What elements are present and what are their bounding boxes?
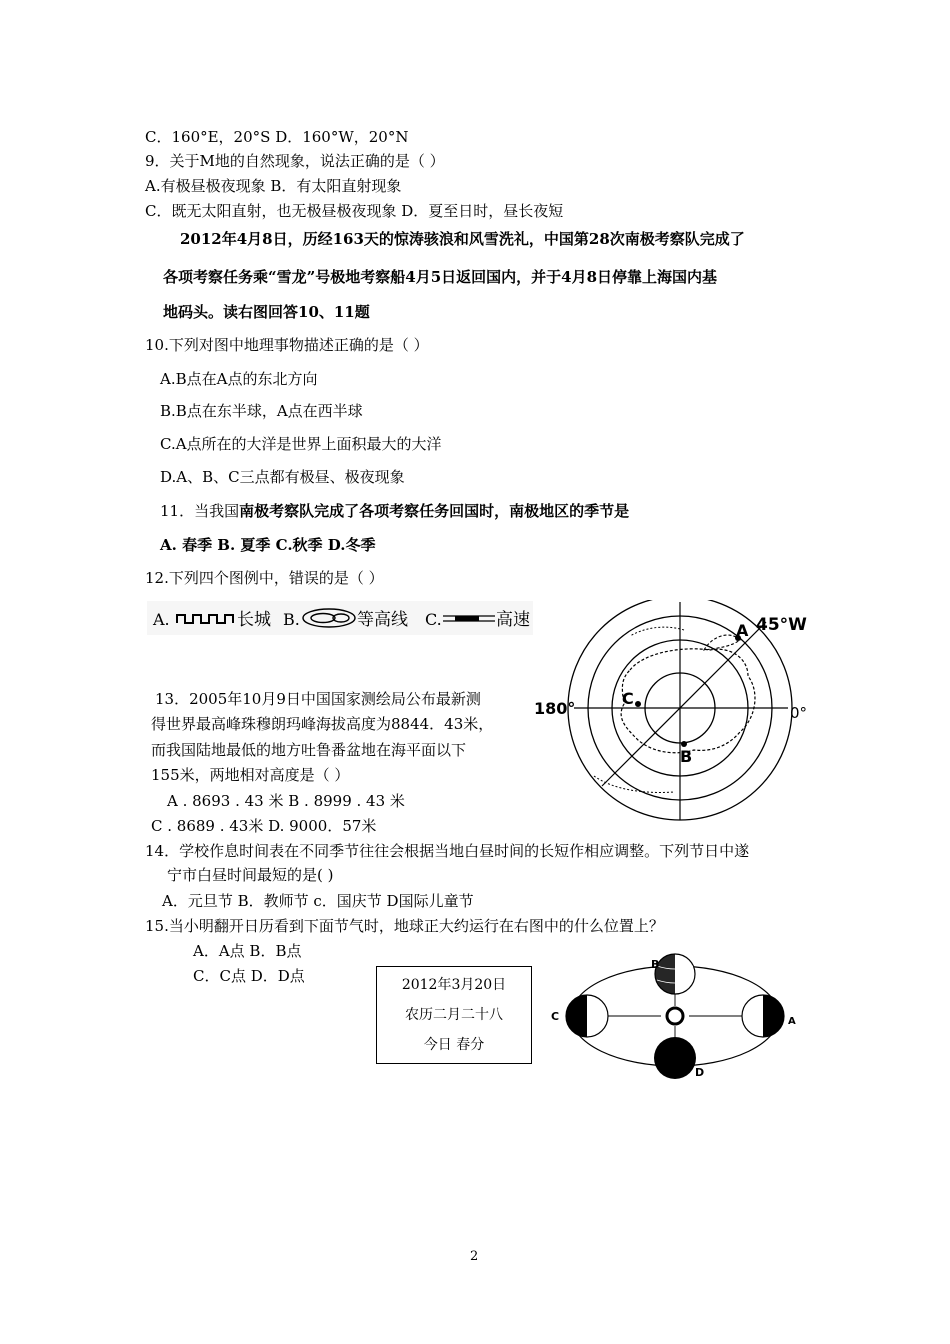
legend-a-label: 长城: [237, 610, 271, 630]
q9-options-cd: C．既无太阳直射，也无极昼极夜现象 D．夏至日时，昼长夜短: [145, 202, 564, 220]
q11-number: 11．当我国: [160, 502, 240, 520]
earth-orbit-diagram: [547, 950, 813, 1082]
q12-stem: 12.下列四个图例中，错误的是（ ）: [145, 569, 384, 587]
orbit-graphics: [547, 950, 813, 1082]
q14-options: A．元旦节 B．教师节 c．国庆节 D国际儿童节: [162, 892, 474, 910]
q15-options-ab: A．A点 B．B点: [193, 942, 302, 960]
polar-map-graphics: [534, 600, 814, 824]
calendar-solar-term: 今日 春分: [423, 1037, 485, 1053]
q10-option-c: C.A点所在的大洋是世界上面积最大的大洋: [160, 435, 442, 453]
earth-d: [654, 1037, 696, 1079]
legend-b-label: 等高线: [357, 610, 408, 630]
legend-b-letter: B.: [283, 610, 300, 629]
earth-a-night: [763, 995, 784, 1037]
point-b-label: B: [680, 747, 693, 766]
passage-line-3: 地码头。读右图回答10、11题: [163, 303, 370, 321]
q13-line-4: 155米，两地相对高度是（ ）: [151, 766, 350, 784]
legend-c-letter: C.: [425, 610, 442, 629]
contour-inner-left: [311, 614, 335, 623]
orbit-label-d: D: [695, 1066, 705, 1079]
q14-line-2: 宁市白昼时间最短的是( ): [167, 866, 334, 884]
passage-line-2: 各项考察任务乘“雪龙”号极地考察船4月5日返回国内，并于4月8日停靠上海国内基: [163, 268, 718, 286]
lon-45w-label: 45°W: [756, 615, 807, 635]
q15-stem: 15.当小明翻开日历看到下面节气时，地球正大约运行在右图中的什么位置上？: [145, 917, 664, 935]
legend-a-letter: A.: [153, 610, 170, 629]
q10-stem: 10.下列对图中地理事物描述正确的是（ ）: [145, 336, 429, 354]
q13-line-3: 而我国陆地最低的地方吐鲁番盆地在海平面以下: [151, 741, 467, 759]
lon-0-label: 0°: [790, 704, 808, 722]
point-a-label: A: [736, 621, 749, 640]
lon-180-label: 180°: [534, 699, 576, 718]
q11-stem: [160, 501, 629, 521]
q13-options-ab: A . 8693 . 43 米 B . 8999 . 43 米: [167, 792, 405, 810]
page-number: 2: [470, 1249, 479, 1264]
sun: [667, 1008, 683, 1024]
orbit-label-a: A: [788, 1016, 796, 1027]
calendar-date: 2012年3月20日: [401, 977, 507, 993]
q10-option-d: D.A、B、C三点都有极昼、极夜现象: [160, 468, 405, 486]
calendar-lunar-date: 农历二月二十八: [405, 1007, 503, 1023]
legend-c-label: 高速: [496, 610, 530, 630]
calendar-box: [376, 966, 532, 1064]
q11-text: 南极考察队完成了各项考察任务回国时，南极地区的季节是: [239, 502, 630, 520]
earth-c-night: [566, 995, 587, 1037]
great-wall-symbol: [177, 615, 233, 623]
q10-option-b: B.B点在东半球，A点在西半球: [160, 402, 363, 420]
q14-line-1: 14．学校作息时间表在不同季节往往会根据当地白昼时间的长短作相应调整。下列节日中遂: [145, 842, 750, 860]
q9-stem: 9．关于M地的自然现象，说法正确的是（ ）: [145, 152, 445, 170]
q13-line-1: 13．2005年10月9日中国国家测绘局公布最新测: [155, 690, 481, 708]
point-c-marker: [635, 701, 641, 707]
q11-options: A. 春季 B. 夏季 C.秋季 D.冬季: [160, 536, 376, 554]
orbit-label-c: C: [551, 1010, 560, 1023]
q15-options-cd: C．C点 D．D点: [193, 967, 305, 985]
antarctic-peninsula: [704, 635, 740, 650]
point-c-label: C: [622, 689, 634, 708]
q13-line-2: 得世界最高峰珠穆朗玛峰海拔高度为8844．43米，: [151, 715, 494, 733]
q8-options-cd: C．160°E，20°S D．160°W，20°N: [145, 128, 409, 146]
legend-graphics: [147, 601, 533, 635]
highway-fill: [455, 616, 479, 621]
antarctic-polar-map: [534, 600, 814, 824]
q10-option-a: A.B点在A点的东北方向: [160, 370, 318, 388]
passage-line-1: 2012年4月8日，历经163天的惊涛骇浪和风雪洗礼，中国第28次南极考察队完成了: [180, 230, 745, 248]
orbit-label-b: B: [651, 958, 660, 971]
legend-strip: [147, 601, 533, 635]
q9-options-ab: A.有极昼极夜现象 B．有太阳直射现象: [145, 177, 402, 195]
q13-options-cd: C . 8689 . 43米 D. 9000．57米: [151, 817, 377, 835]
